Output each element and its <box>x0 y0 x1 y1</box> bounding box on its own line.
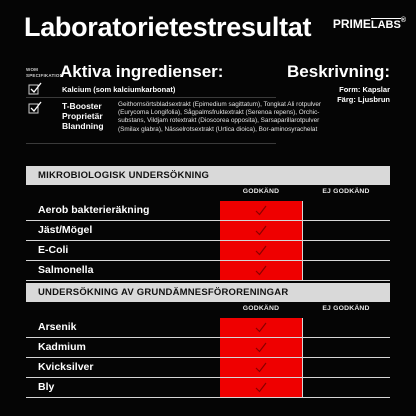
check-icon <box>255 342 267 353</box>
section-elemental-impurities-header: UNDERSÖKNING AV GRUNDÄMNESFÖRORENINGAR <box>26 283 390 302</box>
fail-cell <box>302 318 390 337</box>
table-row <box>26 358 390 378</box>
column-divider <box>302 318 303 398</box>
prime-labs-logo <box>333 17 406 31</box>
blend-line3: Blandning <box>62 121 104 131</box>
table-row <box>26 378 390 398</box>
fail-cell <box>302 241 390 260</box>
row-label: Kvicksilver <box>38 361 94 373</box>
row-label: Aerob bakterieräkning <box>38 204 150 216</box>
pass-cell <box>220 241 302 260</box>
page-title: Laboratorietestresultat <box>24 12 312 42</box>
row-label: Arsenik <box>38 321 77 333</box>
form-value: Form: Kapslar <box>339 85 390 94</box>
pass-cell <box>220 261 302 280</box>
description-details <box>337 85 390 105</box>
pass-cell <box>220 378 302 397</box>
col-ok-header: GODKÄND <box>242 188 280 195</box>
ingredient-kalcium: Kalcium (som kalciumkarbonat) <box>62 85 176 94</box>
pass-cell <box>220 338 302 357</box>
table-row <box>26 261 390 281</box>
check-icon <box>255 362 267 373</box>
row-label: E-Coli <box>38 244 69 256</box>
fail-cell <box>302 201 390 220</box>
table-row <box>26 221 390 241</box>
row-label: Salmonella <box>38 264 94 276</box>
col-ok-header: GODKÄND <box>242 305 280 312</box>
fail-cell <box>302 338 390 357</box>
col-notok-header: EJ GODKÄND <box>322 188 370 195</box>
fail-cell <box>302 261 390 280</box>
logo-main: PRIME <box>332 17 371 31</box>
checkbox-check-icon <box>28 101 42 115</box>
check-icon <box>255 205 267 216</box>
divider <box>26 97 276 98</box>
row-label: Bly <box>38 381 55 393</box>
wom-specification-label <box>26 67 63 79</box>
fail-cell <box>302 358 390 377</box>
checkbox-check-icon <box>28 82 42 96</box>
row-label: Jäst/Mögel <box>38 224 93 236</box>
row-label: Kadmium <box>38 341 86 353</box>
check-icon <box>255 382 267 393</box>
check-icon <box>255 245 267 256</box>
section-microbiology-header: MIKROBIOLOGISK UNDERSÖKNING <box>26 166 390 185</box>
table-row <box>26 318 390 338</box>
logo-reg: ® <box>400 17 406 24</box>
column-divider <box>302 201 303 281</box>
blend-line1: T-Booster <box>62 101 102 111</box>
active-ingredients-heading: Aktiva ingredienser: <box>60 62 224 81</box>
pass-cell <box>220 201 302 220</box>
wom-line1: WOM <box>26 67 39 72</box>
logo-sub: LABS <box>370 19 401 31</box>
pass-cell <box>220 318 302 337</box>
divider <box>26 143 276 144</box>
pass-cell <box>220 221 302 240</box>
check-icon <box>255 322 267 333</box>
blend-line2: Proprietär <box>62 111 103 121</box>
col-notok-header: EJ GODKÄND <box>322 305 370 312</box>
table-row <box>26 241 390 261</box>
fail-cell <box>302 378 390 397</box>
fail-cell <box>302 221 390 240</box>
pass-cell <box>220 358 302 377</box>
check-icon <box>255 225 267 236</box>
proprietary-blend-label <box>62 101 104 131</box>
proprietary-blend-text: Geithornsörtsbladsextrakt (Epimedium sagittatum), Tongkat Ali rotpulver (Eurycoma Longifolia), Sågpalmsfruktextrakt (Serenoa repens), Orchic-substans, Vildjam rotextrakt (Dioscorea opposita), Sarsaparillarotpulver (Smilax glabra), Nässelrotsextrakt (Urtica dioica), Bor-aminosyrachelat <box>118 101 322 133</box>
color-value: Färg: Ljusbrun <box>337 95 390 104</box>
check-icon <box>255 265 267 276</box>
description-heading: Beskrivning: <box>287 62 390 81</box>
table-row <box>26 338 390 358</box>
table-row <box>26 201 390 221</box>
wom-line2: SPECIFIKATION <box>26 73 64 78</box>
